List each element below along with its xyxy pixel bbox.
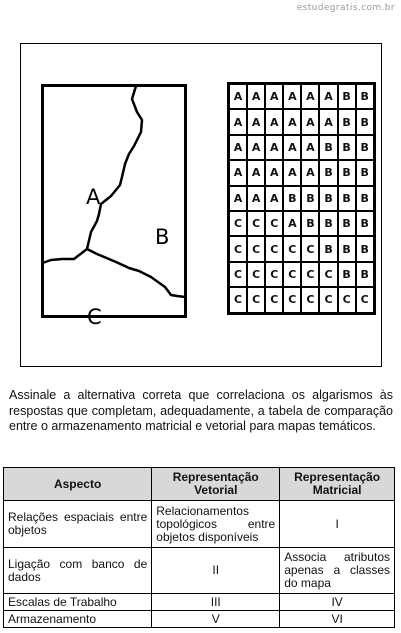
raster-cell: C — [319, 262, 337, 287]
table-row — [4, 501, 395, 548]
raster-cell: B — [356, 135, 374, 160]
raster-cell: C — [265, 262, 283, 287]
table-cell: Escalas de Trabalho — [4, 594, 152, 611]
raster-cell: A — [283, 109, 301, 134]
raster-cell: A — [247, 135, 265, 160]
raster-cell: A — [301, 135, 319, 160]
raster-cell: B — [338, 135, 356, 160]
raster-cell: C — [301, 262, 319, 287]
raster-cell: C — [229, 236, 247, 261]
raster-cell: A — [265, 109, 283, 134]
raster-cell: C — [247, 262, 265, 287]
header-aspecto: Aspecto — [4, 468, 152, 501]
header-matricial: Representação Matricial — [280, 468, 395, 501]
table-cell: VI — [280, 611, 395, 628]
raster-cell: C — [283, 262, 301, 287]
raster-cell: B — [319, 186, 337, 211]
raster-cell: A — [301, 84, 319, 109]
region-label-a: A — [86, 185, 101, 209]
question-text: Assinale a alternativa correta que correlaciona os algarismos às respostas que completam, adequadamente, a tabela de comparação entre o armazenamento matricial e vetorial para mapas temáticos. — [9, 388, 393, 433]
vector-map-drawing — [41, 84, 187, 329]
raster-cell: B — [356, 186, 374, 211]
raster-cell: B — [356, 84, 374, 109]
raster-cell: A — [229, 160, 247, 185]
vector-map — [41, 84, 187, 329]
raster-cell: B — [338, 211, 356, 236]
region-label-b: B — [155, 225, 170, 249]
raster-cell: C — [265, 236, 283, 261]
raster-cell: C — [229, 211, 247, 236]
comparison-table — [3, 467, 395, 628]
table-cell: III — [152, 594, 280, 611]
raster-cell: A — [229, 135, 247, 160]
raster-cell: A — [247, 186, 265, 211]
raster-cell: C — [229, 262, 247, 287]
raster-cell: B — [319, 211, 337, 236]
raster-cell: A — [229, 186, 247, 211]
figure-frame — [20, 43, 382, 367]
raster-cell: A — [283, 160, 301, 185]
raster-cell: A — [247, 109, 265, 134]
raster-cell: B — [338, 160, 356, 185]
table-row — [4, 611, 395, 628]
table-header-row — [4, 468, 395, 501]
raster-cell: A — [265, 135, 283, 160]
raster-cell: B — [356, 262, 374, 287]
site-watermark: estudegratis.com.br — [296, 3, 395, 13]
raster-cell: C — [301, 287, 319, 312]
raster-cell: A — [301, 160, 319, 185]
table-cell: IV — [280, 594, 395, 611]
raster-cell: A — [301, 109, 319, 134]
table-cell: Ligação com banco de dados — [4, 548, 152, 594]
raster-cell: B — [319, 135, 337, 160]
raster-cell: C — [301, 236, 319, 261]
raster-cell: A — [283, 135, 301, 160]
raster-cell: B — [356, 211, 374, 236]
raster-cell: B — [338, 262, 356, 287]
raster-cell: B — [338, 186, 356, 211]
table-row — [4, 594, 395, 611]
raster-cell: A — [265, 186, 283, 211]
raster-cell: A — [283, 84, 301, 109]
raster-cell: A — [247, 84, 265, 109]
raster-cell: A — [229, 109, 247, 134]
raster-cell: B — [301, 186, 319, 211]
raster-cell: B — [319, 236, 337, 261]
raster-cell: C — [283, 287, 301, 312]
raster-cell: C — [338, 287, 356, 312]
table-cell: I — [280, 501, 395, 548]
header-vetorial: Representação Vetorial — [152, 468, 280, 501]
table-cell: Associa atributos apenas a classes do mapa — [280, 548, 395, 594]
raster-cell: B — [319, 160, 337, 185]
raster-cell: B — [356, 236, 374, 261]
table-cell: Relações espaciais entre objetos — [4, 501, 152, 548]
region-label-c: C — [87, 305, 102, 329]
raster-cell: B — [283, 186, 301, 211]
raster-cell: A — [283, 211, 301, 236]
table-cell: Armazenamento — [4, 611, 152, 628]
raster-cell: B — [338, 109, 356, 134]
raster-cell: B — [356, 160, 374, 185]
raster-cell: C — [265, 287, 283, 312]
raster-cell: C — [283, 236, 301, 261]
raster-cell: C — [247, 236, 265, 261]
raster-cell: C — [247, 287, 265, 312]
table-cell: Relacionamentos topológicos entre objetos disponíveis — [152, 501, 280, 548]
raster-cell: A — [247, 160, 265, 185]
raster-cell: A — [229, 84, 247, 109]
raster-cell: C — [265, 211, 283, 236]
raster-cell: B — [301, 211, 319, 236]
raster-grid — [227, 82, 376, 315]
raster-cell: B — [356, 109, 374, 134]
table-cell: V — [152, 611, 280, 628]
raster-cell: C — [229, 287, 247, 312]
table-row — [4, 548, 395, 594]
raster-cell: C — [319, 287, 337, 312]
raster-cell: C — [356, 287, 374, 312]
raster-cell: B — [338, 84, 356, 109]
raster-cell: A — [265, 84, 283, 109]
table-cell: II — [152, 548, 280, 594]
raster-cell: A — [319, 84, 337, 109]
raster-cell: A — [265, 160, 283, 185]
raster-cell: C — [247, 211, 265, 236]
raster-cell: B — [338, 236, 356, 261]
raster-cell: A — [319, 109, 337, 134]
